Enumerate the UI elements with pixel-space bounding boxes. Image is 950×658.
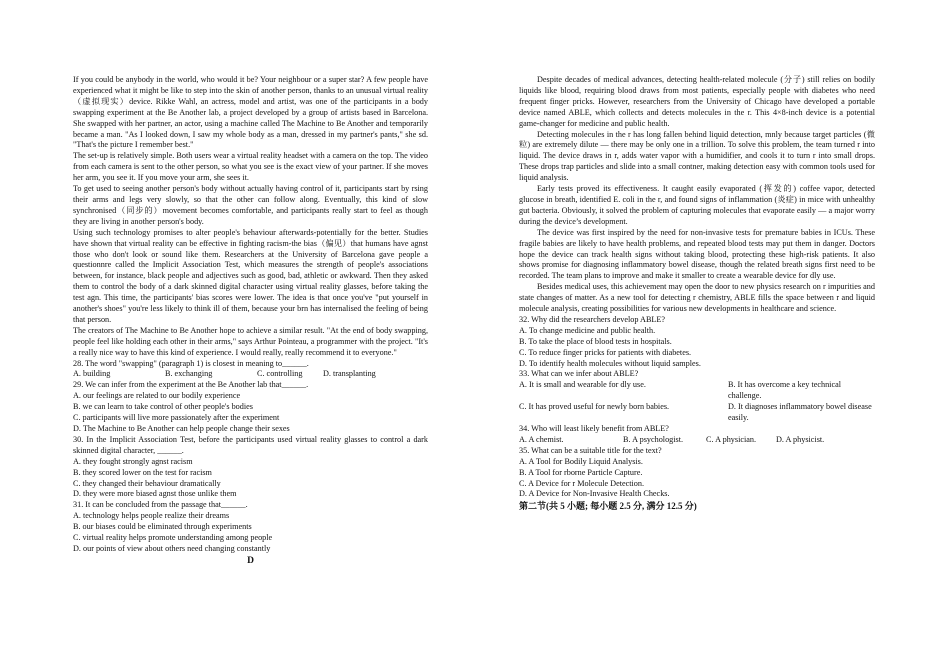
question-34-stem: 34. Who will least likely benefit from ABLE?: [519, 424, 669, 433]
question-28: [73, 359, 428, 381]
question-28-stem: 28. The word "swapping" (paragraph 1) is closest in meaning to______.: [73, 358, 309, 368]
question-29-stem: 29. We can infer from the experiment at the Be Another lab that______.: [73, 380, 309, 390]
question-34-option-b: B. A psychologist.: [623, 434, 684, 444]
question-28-option-d: D. transplanting: [323, 369, 376, 379]
question-31-option-b: B. our biases could be eliminated through experiments: [73, 522, 252, 532]
question-35-option-d: D. A Device for Non-Invasive Health Checks.: [519, 489, 670, 499]
question-28-options: [73, 369, 428, 380]
question-30-stem: 30. In the Implicit Association Test, before the participants used virtual reality glasses to control a dark skinned digital character, ______.: [73, 434, 428, 455]
question-30-option-c: C. they changed their behaviour dramatically: [73, 478, 221, 488]
question-31-stem: 31. It can be concluded from the passage that______.: [73, 500, 248, 510]
question-33-row-1: [519, 380, 875, 402]
passage-c-paragraph-2: The set-up is relatively simple. Both users wear a virtual reality headset with a camera on the top. The video from each camera is sent to the other person, so what you see is the exact view of your partner. If she moves her arm, you see it. If you move your arm, she sees it.: [73, 151, 428, 183]
question-32-option-d: D. To identify health molecules without liquid samples.: [519, 358, 701, 368]
question-29-option-c: C. participants will live more passionately after the experiment: [73, 413, 280, 423]
passage-c-paragraph-3: To get used to seeing another person's body without actually having control of it, participants start by rsing their arms and legs very slowly, so that the other can follow along. Eventually, this kind of slow synchronised（同步的）movement becomes comfortable, and participants really start to feel as though they are living in another person's body.: [73, 184, 428, 226]
question-33-option-c: C. It has proved useful for newly born babies.: [519, 402, 670, 412]
question-34-option-c: C. A physician.: [706, 434, 757, 444]
passage-d-paragraph-2: Detecting molecules in the r has long fallen behind liquid detection, mnly because target particles (微粒) are extremely dilute — there may be only one in a trillion. To solve this problem, the team turned r into liquid. The device draws in r, adds water vapor with a humidifier, and cools it to turn r into small drops. These drops trap particles and slide into a small contner, making detection easy with common tools used for liquid analysis.: [519, 129, 875, 183]
question-28-option-a: A. building: [73, 369, 111, 379]
right-column: [519, 75, 875, 512]
question-28-option-c: C. controlling: [257, 369, 303, 379]
question-33-option-d: D. It diagnoses inflammatory bowel disease easily.: [728, 402, 872, 423]
question-35-option-a: A. A Tool for Bodily Liquid Analysis.: [519, 456, 643, 466]
question-31-option-a: A. technology helps people realize their dreams: [73, 511, 230, 521]
question-34: [519, 424, 875, 446]
question-35-option-c: C. A Device for r Molecule Detection.: [519, 478, 645, 488]
question-32-option-c: C. To reduce finger pricks for patients with diabetes.: [519, 347, 692, 357]
question-31-option-c: C. virtual reality helps promote understanding among people: [73, 533, 273, 543]
question-35: [519, 446, 875, 501]
section-d-heading: D: [247, 555, 254, 566]
question-35-option-b: B. A Tool for rborne Particle Capture.: [519, 467, 643, 477]
question-35-stem: 35. What can be a suitable title for the text?: [519, 445, 662, 455]
question-33-stem: 33. What can we infer about ABLE?: [519, 369, 639, 379]
question-28-option-b: B. exchanging: [165, 369, 213, 379]
question-32-stem: 32. Why did the researchers develop ABLE?: [519, 314, 666, 324]
question-31-option-d: D. our points of view about others need changing constantly: [73, 543, 271, 553]
question-33-row-2: [519, 402, 875, 424]
passage-d-paragraph-3: Early tests proved its effectiveness. It caught easily evaporated (挥发的) coffee vapor, detected glucose in breath, identified E. coli in the r, and found signs of inflammation (炎症) in mice with unhealthy gut bacteria. Obviously, it solved the problem of capturing molecules that evaporate easily — a major worry during the device’s development.: [519, 184, 875, 226]
left-column: [73, 75, 428, 567]
question-29-option-a: A. our feelings are related to our bodily experience: [73, 391, 241, 401]
question-34-option-d: D. A physicist.: [776, 434, 825, 444]
question-29-option-d: D. The Machine to Be Another can help people change their sexes: [73, 424, 290, 433]
question-29-option-b: B. we can learn to take control of other people's bodies: [73, 402, 253, 412]
question-30: [73, 435, 428, 500]
question-32: [519, 315, 875, 370]
question-34-options: [519, 435, 875, 446]
passage-c-paragraph-5: The creators of The Machine to Be Another hope to achieve a similar result. "At the end of body swapping, people feel like holding each other in their arms," says Arthur Pointeau, a programmer with the project. "It's a really nice way to have this kind of experience. I would really, really recommend it to everyone.": [73, 325, 428, 357]
question-33-option-a: A. It is small and wearable for dly use.: [519, 380, 646, 390]
question-33: [519, 369, 875, 424]
question-31: [73, 500, 428, 555]
passage-d-paragraph-1: Despite decades of medical advances, detecting health-related molecule (分子) still relies on bodily liquids like blood, requiring blood draws from most patients, especially people with diabetes who need frequent finger pricks. However, researchers from the University of Chicago have developed a portable device named ABLE, which collects and detects molecules in the r. This 4×8-inch device is a potential game-changer for medicine and public health.: [519, 75, 875, 128]
question-30-option-b: B. they scored lower on the test for racism: [73, 467, 212, 477]
passage-d-paragraph-5: Besides medical uses, this achievement may open the door to new physics research on r impurities and state changes of matter. As a new tool for detecting r chemistry, ABLE fills the space between r and liquid molecule analysis, creating possibilities for various new developments in healthcare and science.: [519, 282, 875, 314]
question-34-option-a: A. A chemist.: [519, 434, 564, 444]
passage-c-paragraph-1: If you could be anybody in the world, who would it be? Your neighbour or a super star? A few people have experienced what it might be like to step into the skin of another person, thanks to an unusual virtual reality（虚拟现实）device. Rikke Wahl, an actress, model and artist, was one of the participants in a body swapping experiment at the Be Another lab, a project developed by a group of artists based in Barcelona. She swapped with her partner, an actor, using a machine called The Machine to Be Another and temporarily became a man. "As I looked down, I saw my whole body as a man, dressed in my partner's pants," she sd. "That's the picture I remember best.": [73, 75, 428, 150]
question-33-option-b: B. It has overcome a key technical challenge.: [728, 380, 841, 401]
passage-d-paragraph-4: The device was first inspired by the need for non-invasive tests for premature babies in ICUs. These fragile babies are likely to have health problems, and repeated blood tests may put them in danger. Doctors hope the device can track health signs without taking blood, protecting these high-risk patients. It also shows promise for diagnosing inflammatory bowel disease, though the related breath signs first need to be recorded. The team plans to improve and make it smaller to create a wearable device for dly use.: [519, 227, 875, 281]
passage-c-paragraph-4: Using such technology promises to alter people's behaviour afterwards-potentially for the better. Studies have shown that virtual reality can be effective in fighting racism-the bias（偏见）that humans have agnst those who don't look or sound like them. Researchers at the University of Barcelona gave people a questionnre called the Implicit Association Test, which measures the strength of people's associations between, for instance, black people and adjectives such as good, bad, athletic or awkward. Then they asked them to control the body of a dark skinned digital character using virtual reality glasses, before taking the test agn. This time, the participants' bias scores were lower. The idea is that once you've "put yourself in another's shoes" you're less likely to think ill of them, because your brn has internalised the feeling of being that person.: [73, 227, 428, 324]
question-32-option-b: B. To take the place of blood tests in hospitals.: [519, 336, 672, 346]
section-2-heading: 第二节(共 5 小题; 每小题 2.5 分, 满分 12.5 分): [519, 501, 697, 512]
question-32-option-a: A. To change medicine and public health.: [519, 325, 656, 335]
question-30-option-a: A. they fought strongly agnst racism: [73, 456, 193, 466]
question-30-option-d: D. they were more biased agnst those unlike them: [73, 489, 237, 499]
question-29: [73, 380, 428, 435]
